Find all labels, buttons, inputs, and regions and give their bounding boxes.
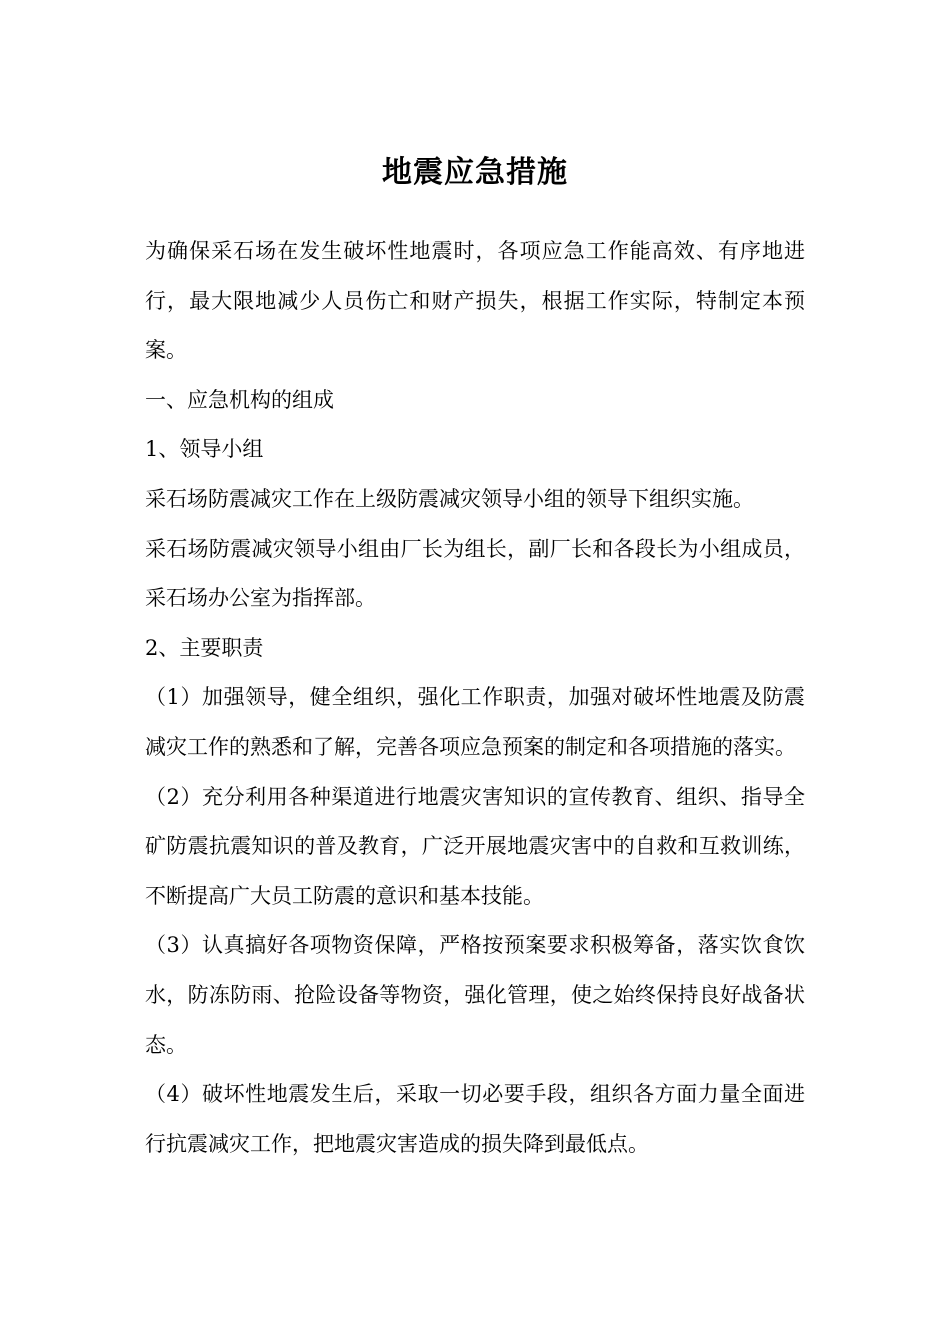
document-body: [145, 227, 805, 1169]
subsection-heading-duties: 2、主要职责: [145, 635, 264, 660]
duty-item-4: （4）破坏性地震发生后，采取一切必要手段，组织各方面力量全面进行抗震减灾工作，把地震灾害造成的损失降到最低点。: [145, 1082, 805, 1156]
duty-item-2: （2）充分利用各种渠道进行地震灾害知识的宣传教育、组织、指导全矿防震抗震知识的普及教育，广泛开展地震灾害中的自救和互救训练，不断提高广大员工防震的意识和基本技能。: [145, 784, 805, 908]
section-heading-organization: 一、应急机构的组成: [145, 387, 334, 412]
paragraph-leadership-members: 采石场防震减灾领导小组由厂长为组长，副厂长和各段长为小组成员，采石场办公室为指挥部。: [145, 536, 805, 611]
duty-item-3: （3）认真搞好各项物资保障，严格按预案要求积极筹备，落实饮食饮水，防冻防雨、抢险设备等物资，强化管理，使之始终保持良好战备状态。: [145, 933, 805, 1057]
paragraph-leadership-implementation: 采石场防震减灾工作在上级防震减灾领导小组的领导下组织实施。: [145, 486, 754, 511]
duty-item-1: （1）加强领导，健全组织，强化工作职责，加强对破坏性地震及防震减灾工作的熟悉和了解，完善各项应急预案的制定和各项措施的落实。: [145, 685, 805, 759]
subsection-heading-leadership: 1、领导小组: [145, 437, 264, 462]
document-title: 地震应急措施: [382, 155, 568, 191]
paragraph-intro: 为确保采石场在发生破坏性地震时，各项应急工作能高效、有序地进行，最大限地减少人员伤亡和财产损失，根据工作实际，特制定本预案。: [145, 239, 805, 363]
